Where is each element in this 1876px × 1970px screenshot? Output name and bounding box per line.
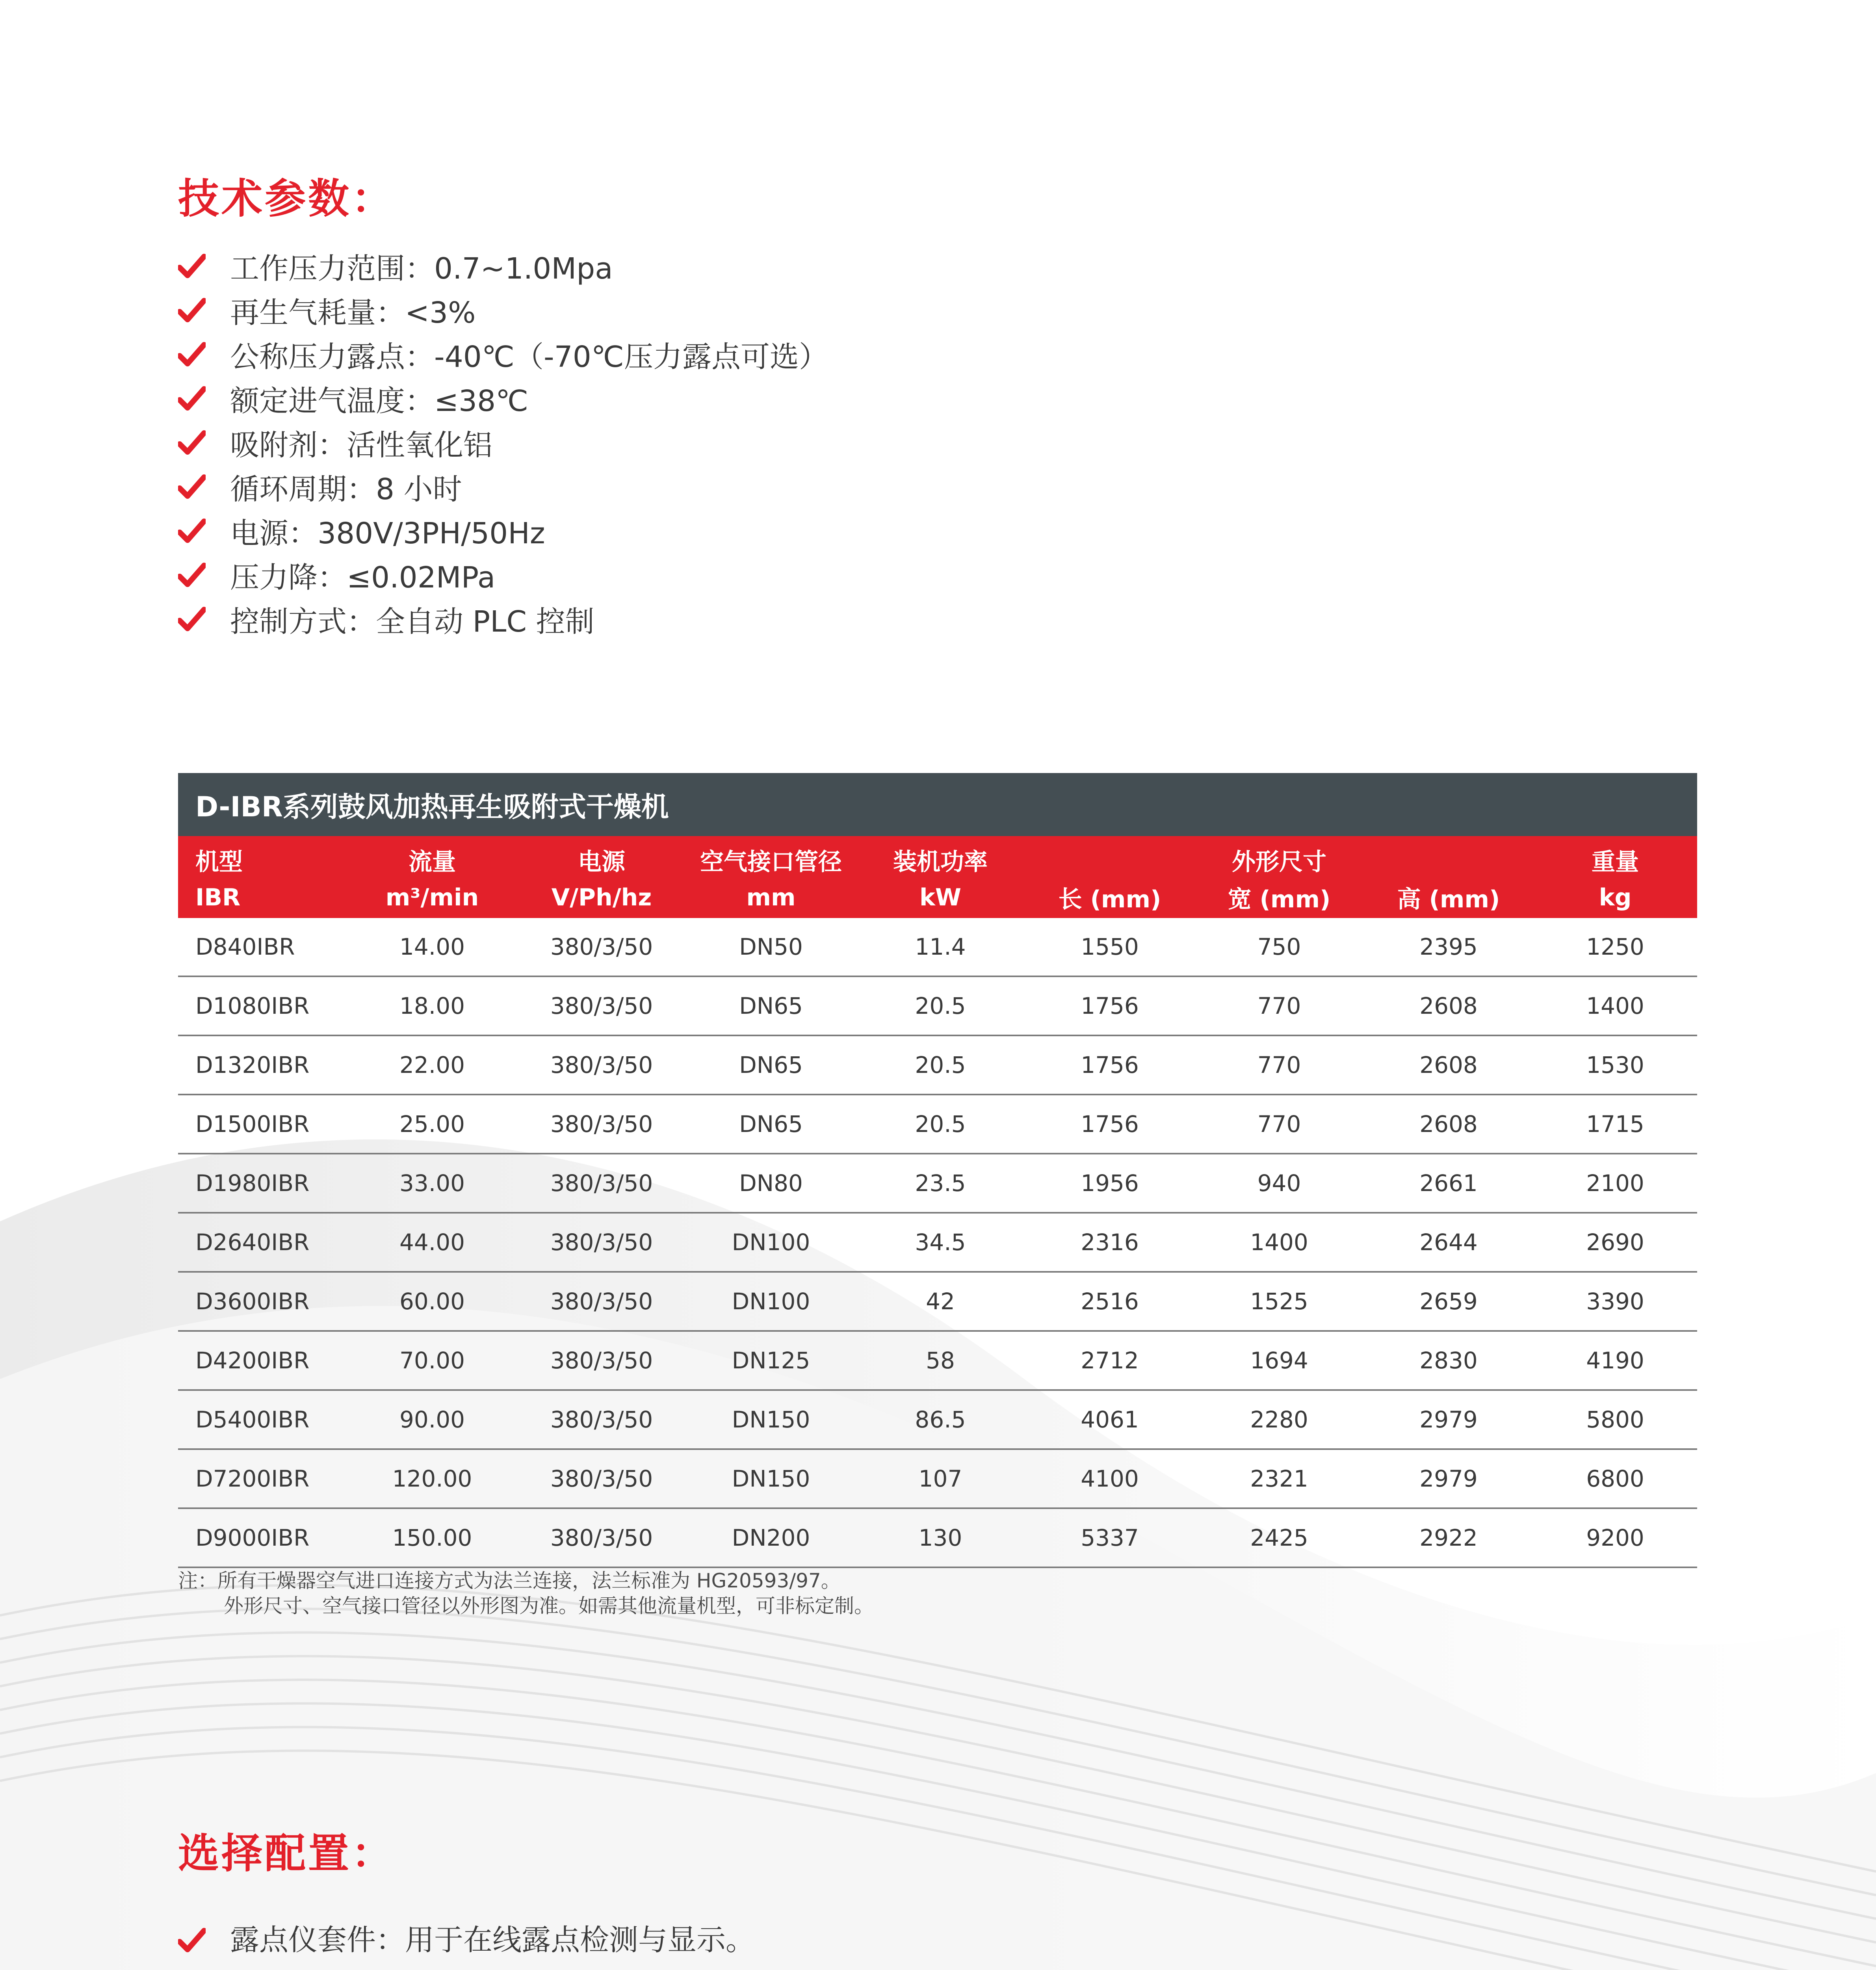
list-item-text: 压力降：≤0.02MPa [230, 561, 496, 595]
options-list [178, 1918, 1735, 1970]
table-cell: 70.00 [347, 1331, 517, 1390]
table-row [178, 1508, 1697, 1567]
table-cell: 380/3/50 [517, 1213, 686, 1272]
unit-length: 长 (mm) [1058, 886, 1161, 913]
unit-height: 高 (mm) [1397, 886, 1500, 913]
checkmark-icon [178, 429, 206, 457]
table-cell: 18.00 [347, 976, 517, 1035]
table-cell: DN65 [686, 976, 856, 1035]
table-cell: DN200 [686, 1508, 856, 1567]
table-cell: 34.5 [856, 1213, 1025, 1272]
table-cell: 150.00 [347, 1508, 517, 1567]
table-cell: 20.5 [856, 1035, 1025, 1095]
list-item-text: 再生气耗量：<3% [230, 296, 476, 330]
table-cell: 5337 [1025, 1508, 1194, 1567]
list-item [178, 377, 828, 421]
table-row [178, 1272, 1697, 1331]
table-cell: DN80 [686, 1154, 856, 1213]
table-cell: 940 [1194, 1154, 1364, 1213]
table-cell: 42 [856, 1272, 1025, 1331]
list-item-text: 电源：380V/3PH/50Hz [230, 517, 545, 550]
list-item-text: 循环周期：8 小时 [230, 472, 462, 506]
table-cell: 20.5 [856, 1095, 1025, 1154]
unit-power: V/Ph/hz [551, 884, 652, 911]
table-cell: D5400IBR [178, 1390, 347, 1449]
list-item-text: 露点仪套件：用于在线露点检测与显示。 [230, 1923, 755, 1957]
table-cell: 1756 [1025, 1095, 1194, 1154]
table-unit-row [178, 877, 1697, 918]
table-cell: 380/3/50 [517, 976, 686, 1035]
table-cell: 750 [1194, 918, 1364, 976]
table-cell: 11.4 [856, 918, 1025, 976]
list-item [178, 1918, 1735, 1962]
table-cell: 770 [1194, 1035, 1364, 1095]
table-cell: 380/3/50 [517, 1449, 686, 1508]
tech-params-title: 技术参数： [178, 175, 395, 223]
table-cell: 44.00 [347, 1213, 517, 1272]
table-cell: 3390 [1533, 1272, 1697, 1331]
table-cell: 4190 [1533, 1331, 1697, 1390]
table-cell: 2608 [1364, 976, 1533, 1035]
table-cell: 2100 [1533, 1154, 1697, 1213]
table-cell: 4100 [1025, 1449, 1194, 1508]
table-cell: 60.00 [347, 1272, 517, 1331]
table-cell: 380/3/50 [517, 1508, 686, 1567]
table-cell: 380/3/50 [517, 1272, 686, 1331]
table-row [178, 1331, 1697, 1390]
list-item [178, 333, 828, 377]
table-cell: DN100 [686, 1272, 856, 1331]
table-cell: DN125 [686, 1331, 856, 1390]
table-cell: 14.00 [347, 918, 517, 976]
table-row [178, 1154, 1697, 1213]
table-cell: 1956 [1025, 1154, 1194, 1213]
tech-params-list [178, 244, 828, 641]
table-cell: 33.00 [347, 1154, 517, 1213]
checkmark-icon [178, 517, 206, 545]
table-cell: 1550 [1025, 918, 1194, 976]
table-cell: 1756 [1025, 976, 1194, 1035]
col-header-flow: 流量 [409, 848, 456, 876]
checkmark-icon [178, 297, 206, 324]
table-cell: D3600IBR [178, 1272, 347, 1331]
table-cell: 6800 [1533, 1449, 1697, 1508]
note-line-2: 外形尺寸、空气接口管径以外形图为准。如需其他流量机型，可非标定制。 [224, 1595, 874, 1617]
table-cell: 1400 [1194, 1213, 1364, 1272]
table-cell: DN150 [686, 1449, 856, 1508]
list-item [178, 509, 828, 553]
unit-kw: kW [919, 884, 962, 911]
table-cell: DN65 [686, 1095, 856, 1154]
table-cell: 1715 [1533, 1095, 1697, 1154]
table-cell: 2661 [1364, 1154, 1533, 1213]
list-item [178, 421, 828, 465]
list-item [178, 553, 828, 597]
table-cell: 1400 [1533, 976, 1697, 1035]
col-header-model: 机型 [195, 848, 243, 876]
list-item [178, 288, 828, 333]
col-header-pipe: 空气接口管径 [700, 848, 842, 876]
table-cell: DN150 [686, 1390, 856, 1449]
table-cell: 380/3/50 [517, 1035, 686, 1095]
table-cell: 2979 [1364, 1449, 1533, 1508]
table-cell: 380/3/50 [517, 1390, 686, 1449]
note-line-1: 注：所有干燥器空气进口连接方式为法兰连接，法兰标准为 HG20593/97。 [178, 1569, 841, 1592]
table-cell: 25.00 [347, 1095, 517, 1154]
spec-table [178, 773, 1697, 1568]
unit-weight: kg [1599, 884, 1632, 911]
checkmark-icon [178, 341, 206, 368]
list-item [178, 465, 828, 509]
options-title: 选择配置： [178, 1829, 395, 1877]
unit-pipe: mm [746, 884, 796, 911]
unit-flow: m³/min [385, 884, 479, 911]
table-cell: D4200IBR [178, 1331, 347, 1390]
col-header-weight: 重量 [1592, 848, 1639, 876]
table-cell: 120.00 [347, 1449, 517, 1508]
table-row [178, 918, 1697, 976]
table-cell: 23.5 [856, 1154, 1025, 1213]
table-cell: 1250 [1533, 918, 1697, 976]
unit-width: 宽 (mm) [1228, 886, 1331, 913]
table-row [178, 1449, 1697, 1508]
table-cell: 2608 [1364, 1035, 1533, 1095]
table-cell: 20.5 [856, 976, 1025, 1035]
table-cell: DN50 [686, 918, 856, 976]
table-cell: 380/3/50 [517, 1331, 686, 1390]
table-cell: D7200IBR [178, 1449, 347, 1508]
table-title: D-IBR系列鼓风加热再生吸附式干燥机 [178, 773, 1697, 836]
table-cell: 380/3/50 [517, 1154, 686, 1213]
checkmark-icon [178, 1927, 206, 1954]
col-header-power: 电源 [578, 848, 625, 876]
table-row [178, 1390, 1697, 1449]
table-row [178, 976, 1697, 1035]
table-cell: 2608 [1364, 1095, 1533, 1154]
list-item-text: 公称压力露点：-40℃（-70℃压力露点可选） [230, 340, 828, 374]
table-row [178, 1035, 1697, 1095]
checkmark-icon [178, 473, 206, 501]
table-cell: 130 [856, 1508, 1025, 1567]
table-cell: 1525 [1194, 1272, 1364, 1331]
table-row [178, 1095, 1697, 1154]
table-cell: D1980IBR [178, 1154, 347, 1213]
checkmark-icon [178, 561, 206, 589]
checkmark-icon [178, 253, 206, 280]
table-cell: 22.00 [347, 1035, 517, 1095]
table-cell: 380/3/50 [517, 1095, 686, 1154]
table-cell: 2979 [1364, 1390, 1533, 1449]
table-cell: D1080IBR [178, 976, 347, 1035]
table-cell: 1756 [1025, 1035, 1194, 1095]
table-cell: DN65 [686, 1035, 856, 1095]
table-cell: 2712 [1025, 1331, 1194, 1390]
table-cell: D9000IBR [178, 1508, 347, 1567]
table-cell: 2516 [1025, 1272, 1194, 1331]
table-cell: 9200 [1533, 1508, 1697, 1567]
table-cell: D1500IBR [178, 1095, 347, 1154]
list-item-text: 控制方式：全自动 PLC 控制 [230, 605, 594, 639]
table-cell: 5800 [1533, 1390, 1697, 1449]
table-cell: 2690 [1533, 1213, 1697, 1272]
table-cell: 1694 [1194, 1331, 1364, 1390]
table-header-row [178, 836, 1697, 877]
table-cell: D2640IBR [178, 1213, 347, 1272]
table-cell: 2425 [1194, 1508, 1364, 1567]
table-cell: 2644 [1364, 1213, 1533, 1272]
table-cell: 2830 [1364, 1331, 1533, 1390]
table-row [178, 1213, 1697, 1272]
table-cell: 107 [856, 1449, 1025, 1508]
table-note [178, 1568, 874, 1619]
table-body [178, 918, 1697, 1567]
table-cell: 1530 [1533, 1035, 1697, 1095]
table-cell: 770 [1194, 1095, 1364, 1154]
table-cell: 2280 [1194, 1390, 1364, 1449]
list-item [178, 244, 828, 288]
table-cell: 58 [856, 1331, 1025, 1390]
checkmark-icon [178, 385, 206, 413]
col-header-kw: 装机功率 [893, 848, 988, 876]
list-item-text: 吸附剂：活性氧化铝 [230, 428, 492, 462]
table-cell: 2321 [1194, 1449, 1364, 1508]
table-cell: 86.5 [856, 1390, 1025, 1449]
list-item-text: 工作压力范围：0.7~1.0Mpa [230, 252, 613, 286]
table-cell: 2922 [1364, 1508, 1533, 1567]
checkmark-icon [178, 606, 206, 633]
table-cell: 2659 [1364, 1272, 1533, 1331]
unit-model: IBR [195, 884, 241, 911]
table-cell: D840IBR [178, 918, 347, 976]
table-cell: 2316 [1025, 1213, 1194, 1272]
table-cell: 2395 [1364, 918, 1533, 976]
table-cell: 90.00 [347, 1390, 517, 1449]
list-item [178, 597, 828, 641]
list-item-text: 额定进气温度：≤38℃ [230, 384, 529, 418]
col-header-dims: 外形尺寸 [1232, 848, 1326, 876]
table-cell: 380/3/50 [517, 918, 686, 976]
table-cell: 4061 [1025, 1390, 1194, 1449]
table-cell: 770 [1194, 976, 1364, 1035]
table-cell: D1320IBR [178, 1035, 347, 1095]
table-cell: DN100 [686, 1213, 856, 1272]
